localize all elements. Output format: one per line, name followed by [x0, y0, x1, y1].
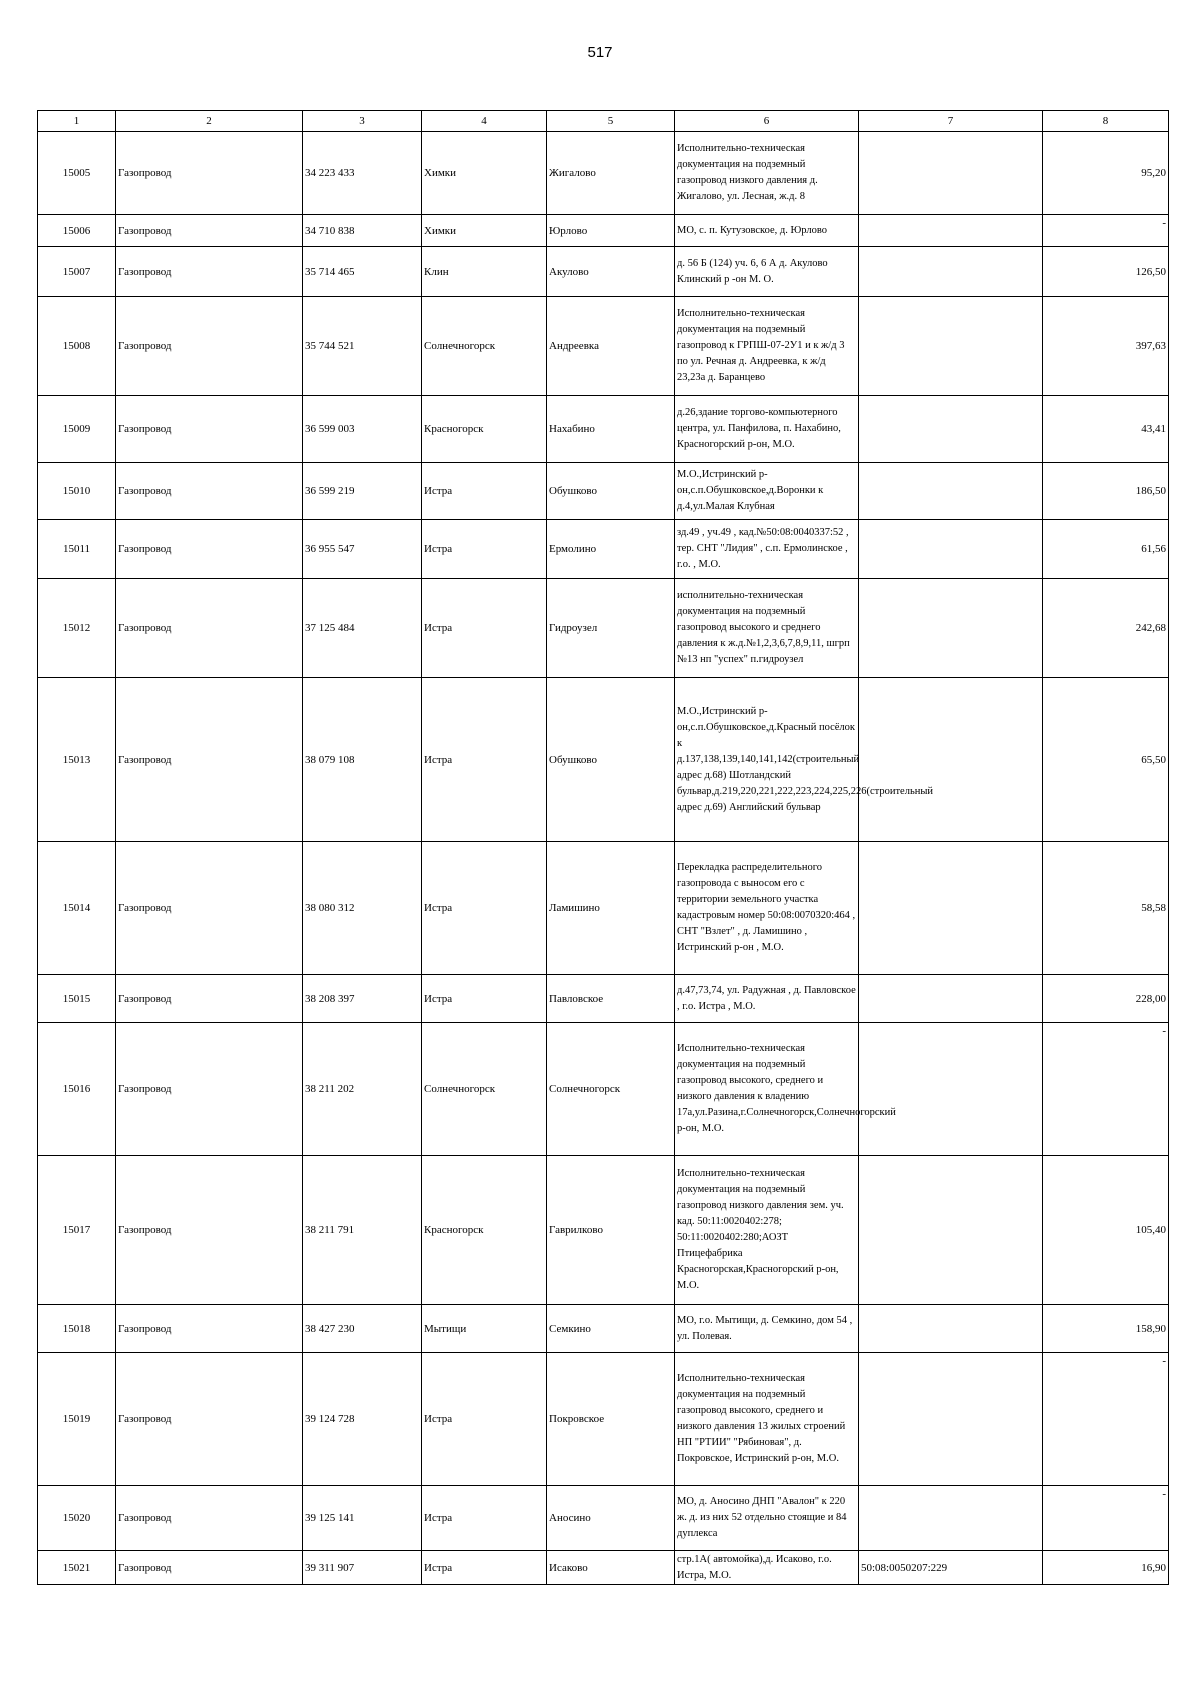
col-district-cell: Истра: [422, 1486, 547, 1551]
col-code-cell: 34 223 433: [303, 132, 422, 215]
col-type-cell: Газопровод: [116, 297, 303, 396]
col-district-cell: Мытищи: [422, 1305, 547, 1353]
col-code-cell: 39 124 728: [303, 1353, 422, 1486]
col-value-cell: [1043, 396, 1169, 463]
table-row: [38, 579, 1169, 678]
col-code-cell: 37 125 484: [303, 579, 422, 678]
col-id-cell: 15005: [38, 132, 116, 215]
col-description-cell: М.О.,Истринский р-он,с.п.Обушковское,д.Воронки к д.4,ул.Малая Клубная: [675, 463, 859, 520]
col-district-cell: Истра: [422, 1551, 547, 1585]
col-value-cell: [1043, 1305, 1169, 1353]
col-cadastral-cell: [859, 520, 1043, 579]
empty-value-marker: -: [1162, 1025, 1166, 1037]
value-text: 158,90: [1135, 1322, 1166, 1335]
col-type-cell: Газопровод: [116, 247, 303, 297]
col-cadastral-cell: [859, 678, 1043, 842]
empty-value-marker: -: [1162, 1355, 1166, 1367]
table-row: [38, 132, 1169, 215]
col-description-cell: исполнительно-техническая документация на подземный газопровод высокого и среднего давления к ж.д.№1,2,3,6,7,8,9,11, шгрп №13 нп "успех" п.гидроузел: [675, 579, 859, 678]
col-type-cell: Газопровод: [116, 1551, 303, 1585]
col-locality-cell: Жигалово: [547, 132, 675, 215]
table-row: [38, 678, 1169, 842]
col-district-cell: Истра: [422, 463, 547, 520]
value-text: 43,41: [1141, 423, 1166, 435]
col-value-cell: [1043, 297, 1169, 396]
col-value-cell: [1043, 579, 1169, 678]
col-code-cell: 38 211 202: [303, 1023, 422, 1156]
col-id-cell: 15008: [38, 297, 116, 396]
col-description-cell: Исполнительно-техническая документация на подземный газопровод к ГРПШ-07-2У1 и к ж/д 3 по ул. Речная д. Андреевка, к ж/д 23,23а д. Баранцево: [675, 297, 859, 396]
col-code-cell: 34 710 838: [303, 215, 422, 247]
col-locality-cell: Андреевка: [547, 297, 675, 396]
col-cadastral-cell: 50:08:0050207:229: [859, 1551, 1043, 1585]
value-text: 65,50: [1141, 753, 1166, 766]
col-id-cell: 15014: [38, 842, 116, 975]
col-id-cell: 15006: [38, 215, 116, 247]
col-value-cell: [1043, 520, 1169, 579]
col-type-cell: Газопровод: [116, 520, 303, 579]
col-cadastral-cell: [859, 579, 1043, 678]
col-description-cell: зд.49 , уч.49 , кад.№50:08:0040337:52 , тер. СНТ "Лидия" , с.п. Ермолинское , г.о. , М.О.: [675, 520, 859, 579]
value-text: 126,50: [1135, 265, 1166, 278]
col-cadastral-cell: [859, 132, 1043, 215]
col-locality-cell: Солнечногорск: [547, 1023, 675, 1156]
column-header-2: 2: [116, 111, 303, 132]
column-header-3: 3: [303, 111, 422, 132]
col-type-cell: Газопровод: [116, 132, 303, 215]
col-id-cell: 15021: [38, 1551, 116, 1585]
col-type-cell: Газопровод: [116, 975, 303, 1023]
col-value-cell: [1043, 215, 1169, 247]
column-header-8: 8: [1043, 111, 1169, 132]
col-cadastral-cell: [859, 247, 1043, 297]
col-description-cell: Исполнительно-техническая документация на подземный газопровод высокого, среднего и низкого давления 13 жилых строений НП "РТИИ" "Рябиновая", д. Покровское, Истринский р-он, М.О.: [675, 1353, 859, 1486]
col-cadastral-cell: [859, 463, 1043, 520]
col-type-cell: Газопровод: [116, 396, 303, 463]
table-row: [38, 463, 1169, 520]
col-cadastral-cell: [859, 1156, 1043, 1305]
col-description-cell: Исполнительно-техническая документация на подземный газопровод высокого, среднего и низкого давления к владению 17а,ул.Разина,г.Солнечногорск,Солнечногорский р-он, М.О.: [675, 1023, 859, 1156]
page-number: 517: [587, 44, 613, 61]
col-cadastral-cell: [859, 215, 1043, 247]
table-row: [38, 1305, 1169, 1353]
col-locality-cell: Обушково: [547, 678, 675, 842]
col-district-cell: Красногорск: [422, 396, 547, 463]
col-id-cell: 15013: [38, 678, 116, 842]
value-text: 228,00: [1135, 992, 1166, 1005]
col-district-cell: Клин: [422, 247, 547, 297]
value-text: 105,40: [1135, 1224, 1166, 1236]
value-text: 58,58: [1141, 902, 1166, 914]
header-row: [38, 111, 1169, 132]
col-description-cell: д.47,73,74, ул. Радужная , д. Павловское , г.о. Истра , М.О.: [675, 975, 859, 1023]
col-cadastral-cell: [859, 1486, 1043, 1551]
column-header-6: 6: [675, 111, 859, 132]
table-row: [38, 1023, 1169, 1156]
col-district-cell: Истра: [422, 579, 547, 678]
col-locality-cell: Павловское: [547, 975, 675, 1023]
col-description-cell: Перекладка распределительного газопровода с выносом его с территории земельного участка кадастровым номер 50:08:0070320:464 , СНТ "Взлет" , д. Ламишино , Истринский р-он , М.О.: [675, 842, 859, 975]
col-locality-cell: Акулово: [547, 247, 675, 297]
col-cadastral-cell: [859, 297, 1043, 396]
col-value-cell: [1043, 132, 1169, 215]
col-code-cell: 36 599 219: [303, 463, 422, 520]
col-cadastral-cell: [859, 396, 1043, 463]
col-code-cell: 38 427 230: [303, 1305, 422, 1353]
table-row: [38, 1551, 1169, 1585]
table-row: [38, 520, 1169, 579]
table-row: [38, 1156, 1169, 1305]
col-locality-cell: Ермолино: [547, 520, 675, 579]
col-id-cell: 15020: [38, 1486, 116, 1551]
col-district-cell: Солнечногорск: [422, 1023, 547, 1156]
col-locality-cell: Нахабино: [547, 396, 675, 463]
col-district-cell: Истра: [422, 678, 547, 842]
col-id-cell: 15019: [38, 1353, 116, 1486]
col-id-cell: 15009: [38, 396, 116, 463]
col-value-cell: [1043, 1486, 1169, 1551]
col-code-cell: 38 208 397: [303, 975, 422, 1023]
empty-value-marker: -: [1162, 217, 1166, 229]
col-district-cell: Красногорск: [422, 1156, 547, 1305]
col-code-cell: 38 080 312: [303, 842, 422, 975]
col-type-cell: Газопровод: [116, 842, 303, 975]
col-id-cell: 15017: [38, 1156, 116, 1305]
col-value-cell: [1043, 678, 1169, 842]
value-text: 186,50: [1135, 485, 1166, 497]
col-description-cell: М.О.,Истринский р-он,с.п.Обушковское,д.Красный посёлок к д.137,138,139,140,141,142(строительный адрес д.68) Шотландский бульвар,д.219,220,221,222,223,224,225,226(строительный адрес д.69) Английский бульвар: [675, 678, 859, 842]
col-locality-cell: Покровское: [547, 1353, 675, 1486]
col-id-cell: 15007: [38, 247, 116, 297]
table-row: [38, 297, 1169, 396]
col-description-cell: д. 56 Б (124) уч. 6, 6 А д. Акулово Клинский р -он М. О.: [675, 247, 859, 297]
col-code-cell: 35 744 521: [303, 297, 422, 396]
table-row: [38, 215, 1169, 247]
col-type-cell: Газопровод: [116, 1156, 303, 1305]
table-row: [38, 842, 1169, 975]
column-header-5: 5: [547, 111, 675, 132]
col-code-cell: 38 079 108: [303, 678, 422, 842]
col-district-cell: Истра: [422, 520, 547, 579]
col-type-cell: Газопровод: [116, 678, 303, 842]
col-district-cell: Химки: [422, 215, 547, 247]
col-value-cell: [1043, 1156, 1169, 1305]
col-cadastral-cell: [859, 975, 1043, 1023]
col-locality-cell: Семкино: [547, 1305, 675, 1353]
table-row: [38, 396, 1169, 463]
col-id-cell: 15015: [38, 975, 116, 1023]
value-text: 16,90: [1141, 1561, 1166, 1574]
col-id-cell: 15010: [38, 463, 116, 520]
col-type-cell: Газопровод: [116, 1305, 303, 1353]
col-value-cell: [1043, 463, 1169, 520]
col-locality-cell: Гаврилково: [547, 1156, 675, 1305]
col-locality-cell: Юрлово: [547, 215, 675, 247]
col-code-cell: 36 599 003: [303, 396, 422, 463]
table-body: [38, 132, 1169, 1585]
col-locality-cell: Гидроузел: [547, 579, 675, 678]
value-text: 397,63: [1135, 340, 1166, 352]
table-row: [38, 1353, 1169, 1486]
registry-table: [37, 110, 1169, 1585]
col-description-cell: Исполнительно-техническая документация на подземный газопровод низкого давления зем. уч. кад. 50:11:0020402:278; 50:11:0020402:280;АОЗТ Птицефабрика Красногорская,Красногорский р-он, М.О.: [675, 1156, 859, 1305]
col-district-cell: Солнечногорск: [422, 297, 547, 396]
col-description-cell: МО, д. Аносино ДНП "Авалон" к 220 ж. д. из них 52 отдельно стоящие и 84 дуплекса: [675, 1486, 859, 1551]
col-value-cell: [1043, 1023, 1169, 1156]
col-district-cell: Химки: [422, 132, 547, 215]
col-value-cell: [1043, 1353, 1169, 1486]
col-description-cell: Исполнительно-техническая документация на подземный газопровод низкого давления д. Жигалово, ул. Лесная, ж.д. 8: [675, 132, 859, 215]
col-id-cell: 15012: [38, 579, 116, 678]
col-value-cell: [1043, 1551, 1169, 1585]
col-locality-cell: Ламишино: [547, 842, 675, 975]
col-type-cell: Газопровод: [116, 1023, 303, 1156]
column-header-4: 4: [422, 111, 547, 132]
table-row: [38, 1486, 1169, 1551]
col-description-cell: МО, с. п. Кутузовское, д. Юрлово: [675, 215, 859, 247]
col-district-cell: Истра: [422, 975, 547, 1023]
col-type-cell: Газопровод: [116, 1486, 303, 1551]
column-header-7: 7: [859, 111, 1043, 132]
col-cadastral-cell: [859, 842, 1043, 975]
col-type-cell: Газопровод: [116, 463, 303, 520]
col-code-cell: 39 125 141: [303, 1486, 422, 1551]
value-text: 95,20: [1141, 167, 1166, 179]
col-locality-cell: Исаково: [547, 1551, 675, 1585]
table-row: [38, 247, 1169, 297]
col-district-cell: Истра: [422, 842, 547, 975]
col-type-cell: Газопровод: [116, 215, 303, 247]
col-locality-cell: Обушково: [547, 463, 675, 520]
col-id-cell: 15018: [38, 1305, 116, 1353]
col-district-cell: Истра: [422, 1353, 547, 1486]
col-description-cell: МО, г.о. Мытищи, д. Семкино, дом 54 , ул. Полевая.: [675, 1305, 859, 1353]
col-cadastral-cell: [859, 1353, 1043, 1486]
col-value-cell: [1043, 975, 1169, 1023]
col-type-cell: Газопровод: [116, 579, 303, 678]
col-cadastral-cell: [859, 1305, 1043, 1353]
col-description-cell: стр.1А( автомойка),д. Исаково, г.о. Истра, М.О.: [675, 1551, 859, 1585]
col-type-cell: Газопровод: [116, 1353, 303, 1486]
col-id-cell: 15011: [38, 520, 116, 579]
col-code-cell: 36 955 547: [303, 520, 422, 579]
col-description-cell: д.26,здание торгово-компьютерного центра, ул. Панфилова, п. Нахабино, Красногорский р-он, М.О.: [675, 396, 859, 463]
empty-value-marker: -: [1162, 1488, 1166, 1500]
col-value-cell: [1043, 247, 1169, 297]
col-code-cell: 39 311 907: [303, 1551, 422, 1585]
column-header-1: 1: [38, 111, 116, 132]
value-text: 61,56: [1141, 543, 1166, 555]
col-code-cell: 38 211 791: [303, 1156, 422, 1305]
table-row: [38, 975, 1169, 1023]
col-code-cell: 35 714 465: [303, 247, 422, 297]
col-cadastral-cell: [859, 1023, 1043, 1156]
col-value-cell: [1043, 842, 1169, 975]
col-id-cell: 15016: [38, 1023, 116, 1156]
value-text: 242,68: [1135, 622, 1166, 634]
col-locality-cell: Аносино: [547, 1486, 675, 1551]
